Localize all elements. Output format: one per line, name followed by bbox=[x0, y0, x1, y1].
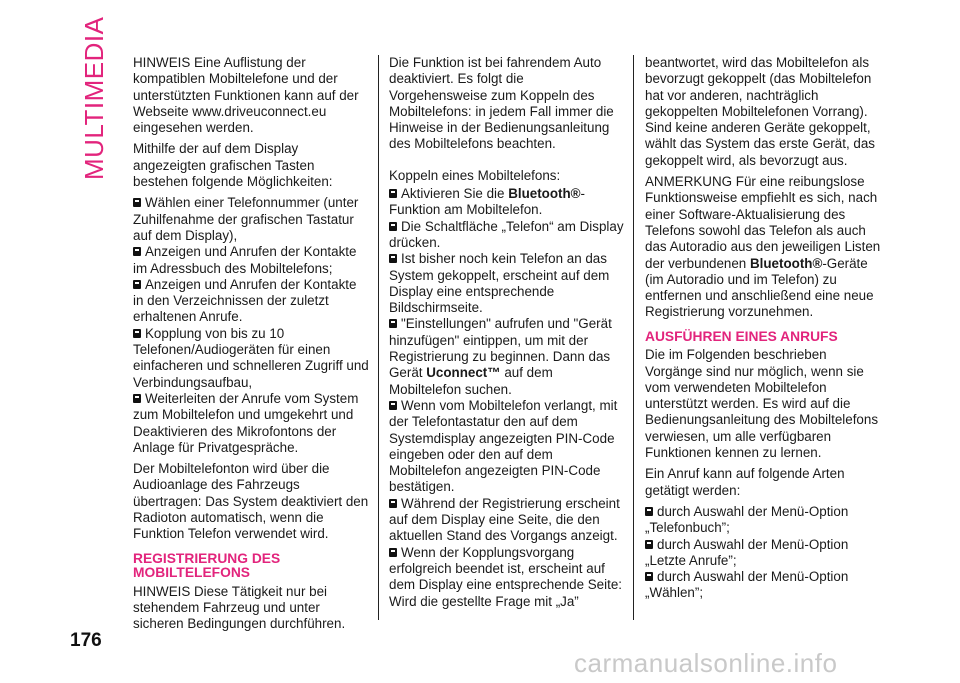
bullet-icon bbox=[389, 189, 397, 198]
bullet-icon bbox=[645, 572, 653, 581]
bullet-icon bbox=[133, 198, 141, 207]
list-item: "Einstellungen" aufrufen und "Gerät hinzufügen" eintippen, um mit der Registrierung zu beginnen. Dann das Gerät Uconnect™ auf dem Mobiltelefon suchen. bbox=[389, 316, 612, 397]
list-item: Ist bisher noch kein Telefon an das System gekoppelt, erscheint auf dem Display eine entsprechende Bildschirmseite. bbox=[389, 251, 610, 316]
bullet-icon bbox=[133, 394, 141, 403]
bullet-icon bbox=[389, 222, 397, 231]
list-item: Wählen einer Telefonnummer (unter Zuhilfenahme der grafischen Tastatur auf dem Display), bbox=[133, 195, 359, 243]
paragraph: Die im Folgenden beschrieben Vorgänge sind nur möglich, wenn sie vom verwendeten Mobiltelefon unterstützt werden. Es wird auf die Bedienungsanleitung des Mobiltelefons verwiesen, um alle verfügbaren Funktionen kennen zu lernen. bbox=[645, 347, 879, 461]
bullet-icon bbox=[389, 401, 397, 410]
paragraph: Ein Anruf kann auf folgende Arten getätigt werden: bbox=[645, 466, 845, 498]
list-item: durch Auswahl der Menü-Option „Telefonbuch”; bbox=[645, 503, 849, 536]
column-divider bbox=[378, 55, 379, 620]
list-item: durch Auswahl der Menü-Option „Letzte Anrufe”; bbox=[645, 536, 849, 568]
bullet-icon bbox=[133, 329, 141, 338]
bullet-icon bbox=[389, 254, 397, 263]
watermark: carmanualsonline.info bbox=[574, 648, 838, 678]
bullet-icon bbox=[389, 499, 397, 508]
paragraph: beantwortet, wird das Mobiltelefon als bevorzugt gekoppelt (das Mobiltelefon hat vor anderen, nachträglich gekoppelten Mobiltelefonen Vorrang). Sind keine anderen Geräte gekoppelt, wählt das System das erste Gerät, das gekoppelt wird, als bevorzugt aus. bbox=[645, 55, 875, 168]
list-item: Wenn vom Mobiltelefon verlangt, mit der Telefontastatur den auf dem Systemdisplay angezeigten PIN-Code eingeben oder den auf dem Mobiltelefon angezeigten PIN-Code bestätigen. bbox=[389, 397, 618, 495]
paragraph: Mithilfe der auf dem Display angezeigten grafischen Tasten bestehen folgende Möglichkeiten: bbox=[133, 141, 333, 190]
paragraph: HINWEIS Eine Auflistung der kompatiblen Mobiltelefone und der unterstützten Funktionen kann auf der Webseite www.driveuconnect.eu eingesehen werden. bbox=[133, 55, 359, 136]
page-number: 176 bbox=[70, 630, 102, 651]
bullet-icon bbox=[645, 507, 653, 516]
list-item: durch Auswahl der Menü-Option „Wählen”; bbox=[645, 569, 849, 601]
bullet-icon bbox=[133, 280, 141, 289]
list-item: Aktivieren Sie die Bluetooth®-Funktion am Mobiltelefon. bbox=[389, 186, 585, 218]
column-1 bbox=[133, 55, 369, 638]
bullet-icon bbox=[389, 319, 397, 328]
bullet-icon bbox=[389, 548, 397, 557]
bullet-icon bbox=[645, 540, 653, 549]
section-heading: REGISTRIERUNG DES MOBILTELEFONS bbox=[133, 550, 281, 581]
list-item: Während der Registrierung erscheint auf dem Display eine Seite, die den aktuellen Stand des Vorgangs anzeigt. bbox=[389, 495, 620, 544]
list-item: Wenn der Kopplungsvorgang erfolgreich beendet ist, erscheint auf dem Display eine entsprechende Seite: Wird die gestellte Frage mit „Ja” bbox=[389, 544, 622, 609]
column-3 bbox=[645, 55, 885, 602]
section-heading: AUSFÜHREN EINES ANRUFS bbox=[645, 328, 838, 344]
paragraph: ANMERKUNG Für eine reibungslose Funktionsweise empfiehlt es sich, nach einer Software-Aktualisierung des Telefons sowohl das Telefon als auch das Autoradio aus den jeweiligen Listen der verbundenen Bluetooth®-Geräte (im Autoradio und im Telefon) zu entfernen und anschließend eine neue Registrierung vorzunehmen. bbox=[645, 174, 881, 320]
paragraph: Der Mobiltelefonton wird über die Audioanlage des Fahrzeugs übertragen: Das System deaktiviert den Radioton automatisch, wenn die Funktion Telefon verwendet wird. bbox=[133, 461, 369, 542]
list-item: Anzeigen und Anrufen der Kontakte im Adressbuch des Mobiltelefons; bbox=[133, 244, 357, 276]
paragraph: Koppeln eines Mobiltelefons: bbox=[389, 167, 561, 183]
paragraph: Die Funktion ist bei fahrendem Auto deaktiviert. Es folgt die Vorgehensweise zum Koppeln des Mobiltelefons: in jedem Fall immer die Hinweise in der Bedienungsanleitung des Mobiltelefons beachten. bbox=[389, 55, 614, 152]
column-2 bbox=[389, 55, 625, 610]
list-item: Anzeigen und Anrufen der Kontakte in den Verzeichnissen der zuletzt erhaltenen Anrufe. bbox=[133, 276, 357, 325]
list-item: Weiterleiten der Anrufe vom System zum Mobiltelefon und umgekehrt und Deaktivieren des Mikrofontons der Anlage für Privatgespräche. bbox=[133, 390, 359, 455]
column-divider bbox=[633, 55, 634, 620]
list-item: Die Schaltfläche „Telefon“ am Display drücken. bbox=[389, 218, 624, 250]
bullet-icon bbox=[133, 247, 141, 256]
paragraph: HINWEIS Diese Tätigkeit nur bei stehendem Fahrzeug und unter sicheren Bedingungen durchführen. bbox=[133, 583, 346, 632]
list-item: Kopplung von bis zu 10 Telefonen/Audiogeräten für einen einfacheren und schnelleren Zugriff und Verbindungsaufbau, bbox=[133, 325, 369, 390]
section-title: MULTIMEDIA bbox=[79, 16, 109, 180]
